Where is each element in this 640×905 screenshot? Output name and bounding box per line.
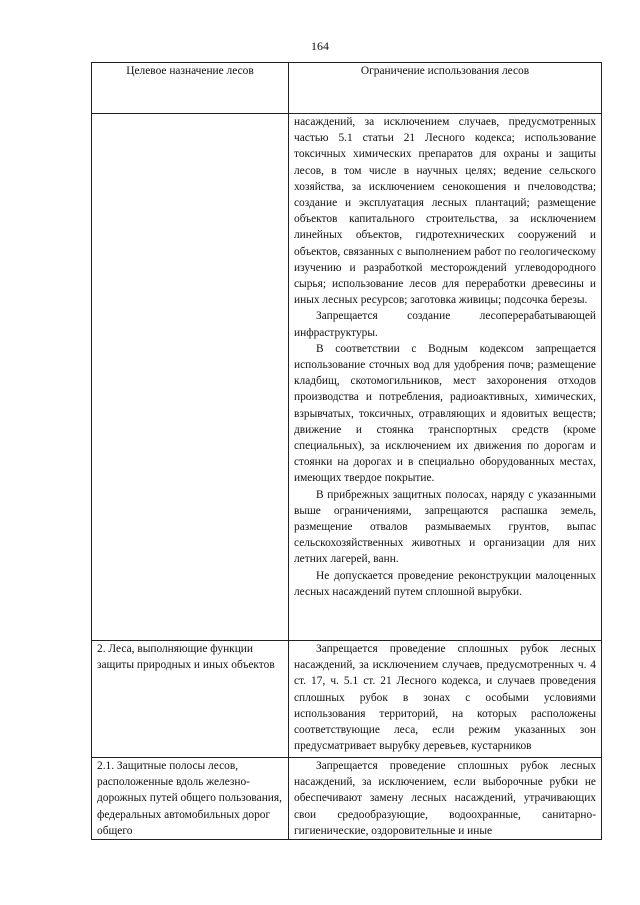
column-header-purpose: Целевое назначение лесов: [92, 63, 289, 114]
restriction-cell: [289, 114, 602, 641]
restriction-cell: [289, 641, 602, 758]
purpose-text: 2.1. Защитные полосы лесов, расположенные вдоль железно-дорожных путей общего пользования, федеральных автомобильных дорог общего: [97, 760, 282, 837]
table-row: [92, 114, 602, 641]
column-header-restrictions: Ограничение использования лесов: [289, 63, 602, 114]
restriction-paragraph: Запрещается проведение сплошных рубок лесных насаждений, за исключением, если выборочные рубки не обеспечивают замену лесных насаждений, утрачивающих свои средообразующие, водоохранные, санитарно-гигиенические, оздоровительные и иные: [294, 760, 596, 837]
page-number: 164: [311, 39, 329, 53]
restriction-cell: [289, 758, 602, 840]
restriction-paragraph: В прибрежных защитных полосах, наряду с указанными выше ограничениями, запрещаются распашка земель, размещение отвалов размываемых грунтов, выпас сельскохозяйственных животных и организации для них летних лагерей, ванн.: [294, 488, 596, 566]
purpose-cell-empty: [92, 114, 289, 641]
purpose-cell: [92, 641, 289, 758]
purpose-text: 2. Леса, выполняющие функции защиты природных и иных объектов: [97, 643, 275, 672]
restriction-paragraph: Запрещается проведение сплошных рубок лесных насаждений, за исключением случаев, предусмотренных ч. 4 ст. 17, ч. 5.1 ст. 21 Лесного кодекса, и случаев проведения сплошных рубок в зонах с особыми условиями использования территорий, на которых расположены соответствующие леса, если режим указанных зон предусматривает вырубку деревьев, кустарников: [294, 643, 596, 753]
restriction-paragraph: насаждений, за исключением случаев, предусмотренных частью 5.1 статьи 21 Лесного кодекса; использование токсичных химических препаратов для охраны и защиты лесов, в том числе в научных целях; ведение сельского хозяйства, за исключением сенокошения и пчеловодства; создание и эксплуатация лесных плантаций; размещение объектов капитального строительства, за исключением линейных объектов, гидротехнических сооружений и объектов, связанных с выполнением работ по геологическому изучению и разработкой месторождений углеводородного сырья; использование лесов для переработки древесины и иных лесных ресурсов; заготовка живицы; подсочка березы.: [294, 116, 596, 307]
table-row: [92, 641, 602, 758]
restriction-paragraph: Не допускается проведение реконструкции малоценных лесных насаждений путем сплошной вырубки.: [294, 569, 596, 598]
restriction-paragraph: Запрещается создание лесоперерабатывающей инфраструктуры.: [294, 310, 596, 339]
restrictions-table: [91, 62, 602, 840]
restriction-paragraph: В соответствии с Водным кодексом запрещается использование сточных вод для удобрения почв; размещение кладбищ, скотомогильников, мест захоронения отходов производства и потребления, радиоактивных, химических, взрывчатых, токсичных, отравляющих и ядовитых веществ; движение и стоянка транспортных средств (кроме специальных), за исключением их движения по дорогам и стоянки на дорогах и в специально оборудованных местах, имеющих твердое покрытие.: [294, 342, 596, 485]
table-row: [92, 758, 602, 840]
purpose-cell: [92, 758, 289, 840]
table-header-row: [92, 63, 602, 114]
